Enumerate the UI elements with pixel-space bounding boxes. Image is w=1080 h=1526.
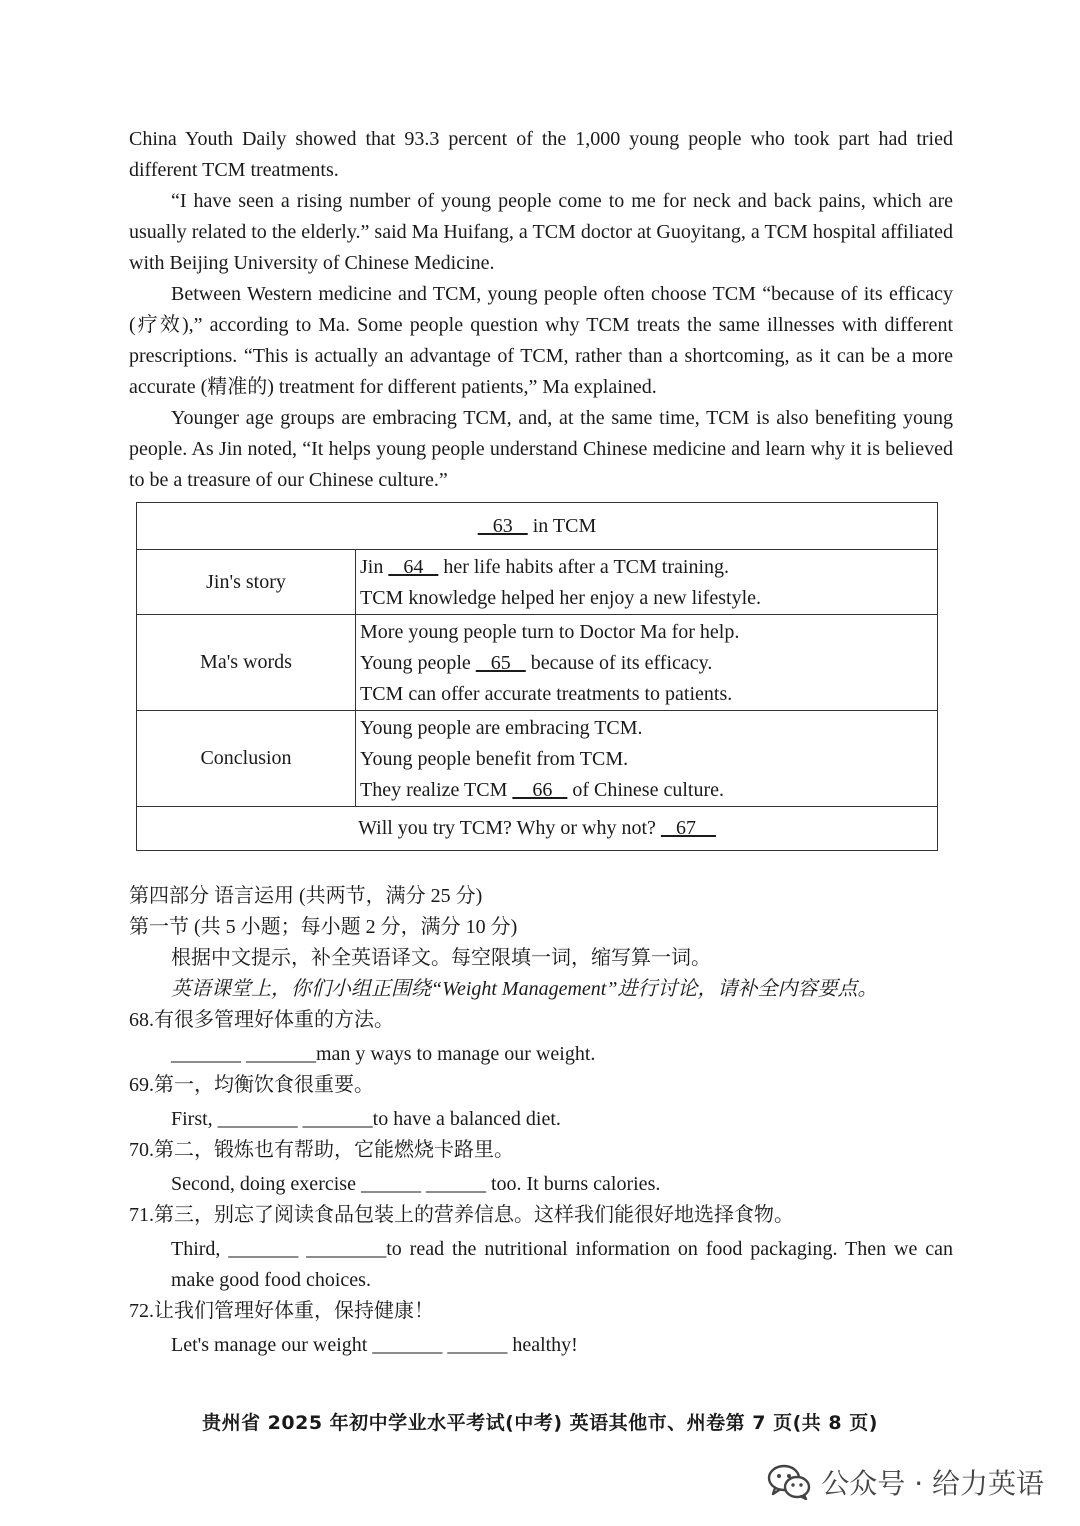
page-footer: 贵州省 2025 年初中学业水平考试(中考) 英语其他市、州卷第 7 页(共 8 页) <box>202 1412 878 1434</box>
row-content <box>356 550 938 615</box>
row-content <box>356 711 938 807</box>
row-line: TCM can offer accurate treatments to patients. <box>360 683 733 705</box>
part4-title: 第四部分 语言运用 (共两节，满分 25 分) <box>129 885 483 907</box>
passage-paragraph-1: China Youth Daily showed that 93.3 percent of the 1,000 young people who took part had tried different TCM treatments. <box>129 128 953 181</box>
table-header <box>137 503 938 550</box>
question-69-en: First, ________ _______to have a balanced diet. <box>171 1108 561 1130</box>
watermark-text: 公众号 · 给力英语 <box>821 1467 1044 1500</box>
blank-63: 63 <box>477 515 528 537</box>
question-70-en: Second, doing exercise ______ ______ too. It burns calories. <box>171 1173 661 1195</box>
row-label: Ma's words <box>137 615 356 711</box>
watermark <box>767 1462 1044 1502</box>
blank-65: 65 <box>475 652 526 674</box>
question-71-cn: 71.第三，别忘了阅读食品包装上的营养信息。这样我们能很好地选择食物。 <box>129 1204 794 1226</box>
wechat-icon <box>767 1464 811 1500</box>
row-line: TCM knowledge helped her enjoy a new lifestyle. <box>360 587 761 609</box>
question-68-cn: 68.有很多管理好体重的方法。 <box>129 1009 394 1031</box>
table-row <box>137 711 938 807</box>
row-line: Young people 65 because of its efficacy. <box>360 652 713 674</box>
blank-66: 66 <box>512 779 568 801</box>
exam-page <box>129 124 953 1361</box>
passage-paragraph-2: “I have seen a rising number of young people come to me for neck and back pains, which are usually related to the elderly.” said Ma Huifang, a TCM doctor at Guoyitang, a TCM hospital affiliated with Beijing University of Chinese Medicine. <box>129 190 953 274</box>
row-content <box>356 615 938 711</box>
table-row <box>137 615 938 711</box>
section1-title: 第一节 (共 5 小题；每小题 2 分，满分 10 分) <box>129 916 518 938</box>
table-header-text: in TCM <box>527 515 597 537</box>
blank-67: 67 <box>660 817 716 839</box>
passage-paragraph-3: Between Western medicine and TCM, young people often choose TCM “because of its efficacy (疗效),” according to Ma. Some people question why TCM treats the same illnesses with different prescriptions. “This is actually an advantage of TCM, rather than a shortcoming, as it can be a more accurate (精准的) treatment for different patients,” Ma explained. <box>129 283 953 398</box>
row-line: More young people turn to Doctor Ma for help. <box>360 621 740 643</box>
blank-64: 64 <box>388 556 439 578</box>
table-row <box>137 550 938 615</box>
question-68-en: _______ _______man y ways to manage our weight. <box>171 1043 596 1065</box>
row-line: They realize TCM 66 of Chinese culture. <box>360 779 724 801</box>
question-72-cn: 72.让我们管理好体重，保持健康！ <box>129 1300 434 1322</box>
question-69-cn: 69.第一，均衡饮食很重要。 <box>129 1074 374 1096</box>
passage-paragraph-4: Younger age groups are embracing TCM, and, at the same time, TCM is also benefiting young people. As Jin noted, “It helps young people understand Chinese medicine and learn why it is believed to be a treasure of our Chinese culture.” <box>129 407 953 491</box>
summary-table <box>136 502 938 851</box>
question-71-en: Third, _______ ________to read the nutritional information on food packaging. Then we can make good food choices. <box>171 1238 953 1291</box>
row-line: Young people benefit from TCM. <box>360 748 629 770</box>
row-line: Young people are embracing TCM. <box>360 717 643 739</box>
part4-section <box>129 881 953 1361</box>
question-72-en: Let's manage our weight _______ ______ healthy! <box>171 1334 578 1356</box>
row-label: Conclusion <box>137 711 356 807</box>
question-70-cn: 70.第二，锻炼也有帮助，它能燃烧卡路里。 <box>129 1139 514 1161</box>
row-line: Jin 64 her life habits after a TCM training. <box>360 556 729 578</box>
table-footer-text: Will you try TCM? Why or why not? <box>358 817 661 839</box>
table-footer <box>137 807 938 851</box>
instruction-text: 根据中文提示，补全英语译文。每空限填一词，缩写算一词。 <box>171 947 711 969</box>
row-label: Jin's story <box>137 550 356 615</box>
context-text: 英语课堂上，你们小组正围绕“Weight Management”进行讨论，请补全内容要点。 <box>171 978 878 1000</box>
